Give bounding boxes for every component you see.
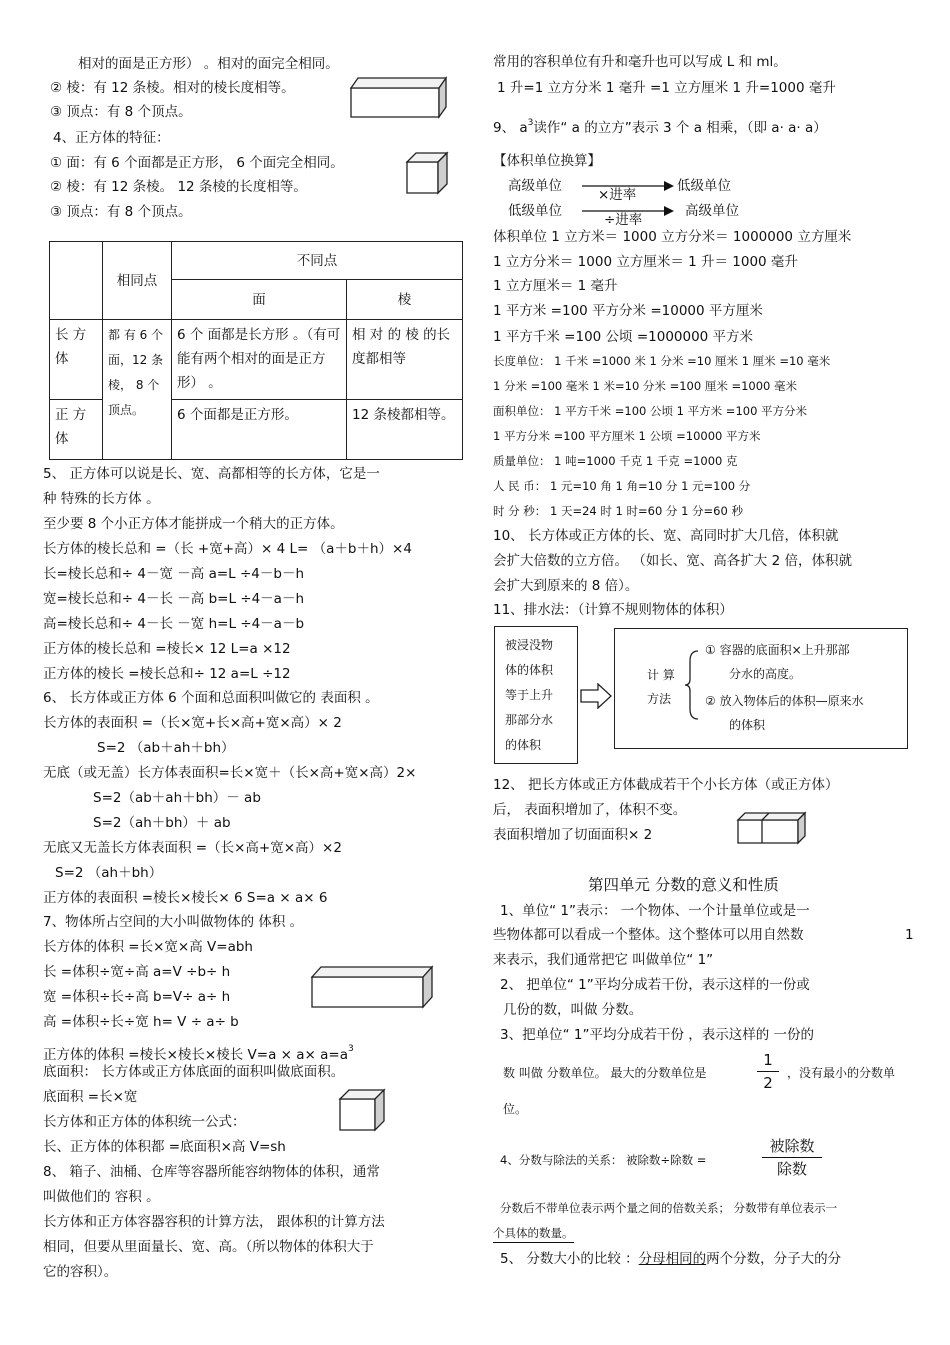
conv-label: 高级单位 xyxy=(685,203,739,219)
text-line: 后， 表面积增加了，体积不变。 xyxy=(493,802,687,818)
drain-method-1: ① 容器的底面积×上升那部 xyxy=(705,643,850,657)
text-line: 来表示，我们通常把它 叫做单位“ 1” xyxy=(493,952,714,968)
formula-line: 高 =体积÷长÷宽 h= V ÷ a÷ b xyxy=(43,1014,239,1030)
drain-box-left xyxy=(494,626,578,764)
cube-illustration xyxy=(404,150,450,196)
conv-rate: ×进率 xyxy=(598,187,637,203)
formula-line: 无底又无盖长方体表面积 =（长×高+宽×高）×2 xyxy=(43,840,342,856)
text-line: 数 叫做 分数单位。 最大的分数单位是 xyxy=(503,1066,707,1080)
text-line: 会扩大倍数的立方倍。 （如长、宽、高各扩大 2 倍，体积就 xyxy=(493,553,852,569)
conv-label: 高级单位 xyxy=(508,178,562,194)
formula-line: S=2（ab＋ah＋bh）－ ab xyxy=(93,790,261,806)
text-line: 1 平方分米 =100 平方厘米 1 公顷 =10000 平方米 xyxy=(493,429,761,443)
formula-line: 宽 =体积÷长÷高 b=V÷ a÷ h xyxy=(43,989,231,1005)
cut-cuboid-illustration xyxy=(735,810,807,846)
text-line: 相对的面是正方形） 。相对的面完全相同。 xyxy=(78,56,339,72)
brace-icon xyxy=(684,649,700,721)
drain-calc-label: 计 算 方法 xyxy=(647,668,675,706)
text-line: 位。 xyxy=(503,1102,528,1116)
text-line: 1 平方千米 =100 公顷 =1000000 平方米 xyxy=(493,329,754,345)
header-same: 相同点 xyxy=(103,242,172,320)
formula-line: 长方体的体积 =长×宽×高 V=abh xyxy=(43,939,253,955)
unit-title: 第四单元 分数的意义和性质 xyxy=(588,876,779,894)
formula-line: 长、正方体的体积都 =底面积×高 V=sh xyxy=(43,1139,286,1155)
text-line: 相同，但要从里面量长、宽、高。（所以物体的体积大于 xyxy=(43,1239,374,1255)
cuboid-illustration xyxy=(348,74,448,120)
text-line: 12、 把长方体或正方体截成若干个小长方体（或正方体） xyxy=(493,777,839,793)
text-line: 种 特殊的长方体 。 xyxy=(43,491,160,507)
cuboid-illustration xyxy=(309,963,434,1010)
cube-illustration xyxy=(337,1087,387,1133)
text-line: 长度单位： 1 千米 =1000 米 1 分米 =10 厘米 1 厘米 =10 毫米 xyxy=(493,354,831,368)
text-line: 叫做他们的 容积 。 xyxy=(43,1189,160,1205)
drain-left-text: 被浸没物 体的体积 等于上升 那部分水 的体积 xyxy=(505,638,554,752)
formula-line: 正方体的表面积 =棱长×棱长× 6 S=a × a× 6 xyxy=(43,890,328,906)
formula-line: 长 =体积÷宽÷高 a=V ÷b÷ h xyxy=(43,964,231,980)
fraction-division: 被除数 除数 xyxy=(762,1136,822,1179)
text-line: 会扩大到原来的 8 倍）。 xyxy=(493,578,639,594)
formula-line: 正方体的棱长总和 =棱长× 12 L=a ×12 xyxy=(43,641,291,657)
text-line: 长方体和正方体容器容积的计算方法， 跟体积的计算方法 xyxy=(43,1214,385,1230)
row-cuboid-face: 6 个 面都是长方形 。（有可能有两个相对的面是正方形） 。 xyxy=(172,320,347,400)
drain-method-2b: 的体积 xyxy=(729,718,766,732)
text-line: 体积单位 1 立方米＝ 1000 立方分米＝ 1000000 立方厘米 xyxy=(493,229,852,245)
text-line: 分数后不带单位表示两个量之间的倍数关系； 分数带有单位表示一 xyxy=(500,1201,838,1215)
text-line: 1 立方分米＝ 1000 立方厘米＝ 1 升＝ 1000 毫升 xyxy=(493,254,798,270)
drain-box-right xyxy=(614,628,908,749)
text-line: 1 分米 =100 毫米 1 米=10 分米 =100 厘米 =1000 毫米 xyxy=(493,379,798,393)
row-cube-name: 正 方 体 xyxy=(50,400,103,460)
text-line: 1 平方米 =100 平方分米 =10000 平方厘米 xyxy=(493,303,763,319)
arrow-right-icon xyxy=(580,683,612,709)
text-line: ② 棱：有 12 条棱。相对的棱长度相等。 xyxy=(50,80,295,96)
fraction-half: 1 2 xyxy=(757,1050,779,1093)
text-line: 7、物体所占空间的大小叫做物体的 体积 。 xyxy=(43,914,304,930)
comparison-table xyxy=(49,241,463,460)
text-line: 几份的数，叫做 分数。 xyxy=(503,1002,643,1018)
text-line: 11、排水法：（计算不规则物体的体积） xyxy=(493,602,733,618)
formula-line: 长=棱长总和÷ 4－宽 －高 a=L ÷4－b－h xyxy=(43,566,305,582)
header-face: 面 xyxy=(172,280,347,320)
text-line: 至少要 8 个小正方体才能拼成一个稍大的正方体。 xyxy=(43,516,344,532)
formula-line: 宽=棱长总和÷ 4－长 －高 b=L ÷4－a－h xyxy=(43,591,305,607)
drain-method-2: ② 放入物体后的体积—原来水 xyxy=(705,694,864,708)
formula-line: S=2 （ah＋bh） xyxy=(55,865,163,881)
text-line: ② 棱：有 12 条棱。 12 条棱的长度相等。 xyxy=(50,179,307,195)
text-line: ，没有最小的分数单 xyxy=(787,1066,896,1080)
arrow-right-icon xyxy=(582,179,674,193)
text-line: 常用的容积单位有升和毫升也可以写成 L 和 ml。 xyxy=(493,54,787,70)
conv-rate: ÷进率 xyxy=(604,212,643,228)
text-line: 1 升=1 立方分米 1 毫升 =1 立方厘米 1 升=1000 毫升 xyxy=(497,80,836,96)
row-cube-face: 6 个面都是正方形。 xyxy=(172,400,347,460)
text-line: 底面积： 长方体或正方体底面的面积叫做底面积。 xyxy=(43,1064,345,1080)
text-line: 8、 箱子、油桶、仓库等容器所能容纳物体的体积，通常 xyxy=(43,1164,380,1180)
text-line: 1 xyxy=(905,927,914,943)
formula-line: 正方体的体积 =棱长×棱长×棱长 $V=a \times a\times a=a^3$ xyxy=(43,1044,354,1063)
text-line: 10、 长方体或正方体的长、宽、高同时扩大几倍，体积就 xyxy=(493,528,839,544)
section-heading: 【体积单位换算】 xyxy=(493,153,601,169)
row-cuboid-edge: 相 对 的 棱 的长度都相等 xyxy=(347,320,463,400)
text-line: 面积单位： 1 平方千米 =100 公顷 1 平方米 =100 平方分米 xyxy=(493,404,808,418)
text-line: 1、单位“ 1”表示： 一个物体、一个计量单位或是一 xyxy=(500,903,810,919)
row-cube-edge: 12 条棱都相等。 xyxy=(347,400,463,460)
text-line: 时 分 秒： 1 天=24 时 1 时=60 分 1 分=60 秒 xyxy=(493,504,743,518)
formula-line: 长方体的棱长总和 =（长 +宽+高）× 4 L= （a＋b＋h）×4 xyxy=(43,541,412,557)
formula-line: 高=棱长总和÷ 4－长 －宽 h=L ÷4－a－b xyxy=(43,616,305,632)
row-cuboid-name: 长 方 体 xyxy=(50,320,103,400)
text-line: ③ 顶点：有 8 个顶点。 xyxy=(50,104,192,120)
formula-line: 正方体的棱长 =棱长总和÷ 12 a=L ÷12 xyxy=(43,666,291,682)
text-line: 表面积增加了切面面积× 2 xyxy=(493,827,653,843)
text-line: 人 民 币： 1 元=10 角 1 角=10 分 1 元=100 分 xyxy=(493,479,751,493)
text-line: 9、 $a^3$读作“ a 的立方”表示 3 个 a 相乘，（即 a· a· a） xyxy=(493,118,827,136)
header-edge: 棱 xyxy=(347,280,463,320)
conv-label: 低级单位 xyxy=(677,178,731,194)
conv-label: 低级单位 xyxy=(508,203,562,219)
text-line: 质量单位： 1 吨=1000 千克 1 千克 =1000 克 xyxy=(493,454,738,468)
text-line: ① 面：有 6 个面都是正方形， 6 个面完全相同。 xyxy=(50,155,344,171)
text-line: ③ 顶点：有 8 个顶点。 xyxy=(50,204,192,220)
text-line: 6、 长方体或正方体 6 个面和总面积叫做它的 表面积 。 xyxy=(43,690,379,706)
section-heading: 4、正方体的特征： xyxy=(53,130,170,146)
formula-line: 底面积 =长×宽 xyxy=(43,1089,138,1105)
formula-line: 无底（或无盖）长方体表面积=长×宽＋（长×高+宽×高）2× xyxy=(43,765,417,781)
text-line: 1 立方厘米＝ 1 毫升 xyxy=(493,278,618,294)
text-line: 个具体的数量。 xyxy=(493,1224,574,1243)
text-line: 2、 把单位“ 1”平均分成若干份，表示这样的一份或 xyxy=(500,977,810,993)
table-corner xyxy=(50,242,103,320)
text-line: 些物体都可以看成一个整体。这个整体可以用自然数 xyxy=(493,927,804,943)
formula-line: 长方体的表面积 =（长×宽+长×高+宽×高）× 2 xyxy=(43,715,342,731)
arrow-right-icon xyxy=(582,204,674,218)
text-line: 长方体和正方体的体积统一公式： xyxy=(43,1114,246,1130)
row-same-cell: 都 有 6 个面，12 条棱， 8 个顶点。 xyxy=(103,320,172,460)
text-line: 3、把单位“ 1”平均分成若干份 ，表示这样的 一份的 xyxy=(500,1027,815,1043)
text-line: 4、分数与除法的关系： 被除数÷除数 = xyxy=(500,1153,707,1167)
text-line: 5、 分数大小的比较 ：分母相同的两个分数，分子大的分 xyxy=(500,1251,842,1267)
formula-line: S=2 （ab＋ah＋bh） xyxy=(97,740,235,756)
drain-method-1b: 分水的高度。 xyxy=(729,667,802,681)
formula-line: S=2（ah＋bh）＋ ab xyxy=(93,815,231,831)
text-line: 它的容积）。 xyxy=(43,1264,118,1280)
header-diff: 不同点 xyxy=(172,242,463,280)
text-line: 5、 正方体可以说是长、宽、高都相等的长方体，它是一 xyxy=(43,466,380,482)
